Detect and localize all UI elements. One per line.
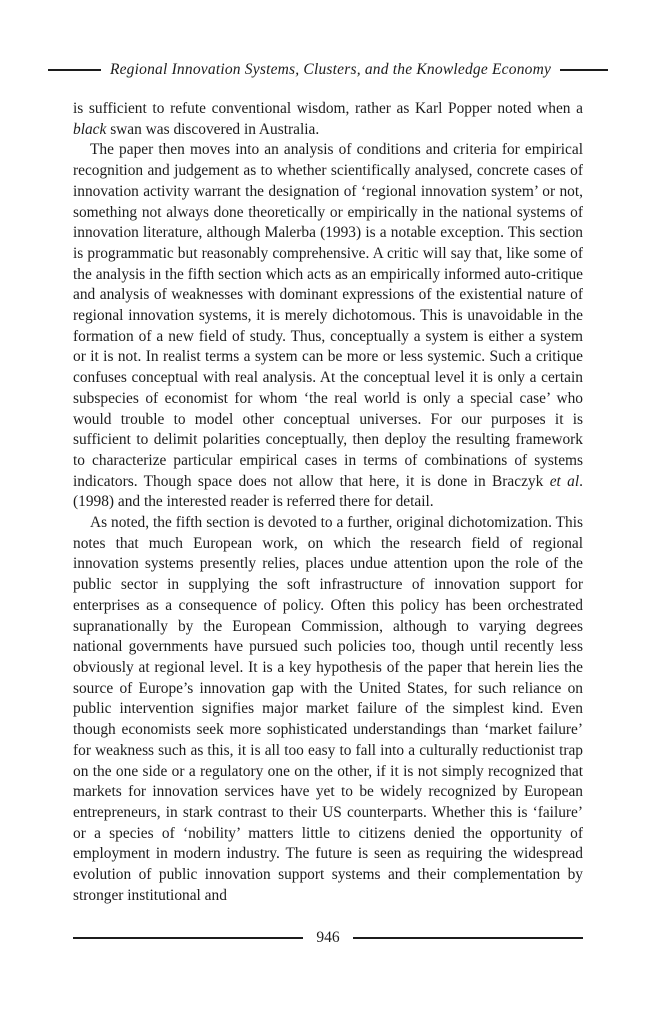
text-segment: . (1998) and the interested reader is referred there for detail. — [73, 472, 584, 511]
page-footer — [73, 929, 583, 947]
paragraph — [73, 140, 583, 513]
running-head — [73, 61, 583, 79]
italic-text-segment: black — [73, 120, 107, 138]
paragraph — [73, 99, 583, 140]
running-head-title: Regional Innovation Systems, Clusters, and the Knowledge Economy — [109, 61, 552, 78]
footer-rule-left — [73, 937, 303, 939]
text-segment: The paper then moves into an analysis of conditions and criteria for empirical recognition and judgement as to whether scientifically analysed, concrete cases of innovation activity warrant the designation of ‘regional innovation system’ or not, something not always done theoretically or empirically in the national systems of innovation literature, although Malerba (1993) is a notable exception. This section is programmatic but reasonably comprehensive. A critic will say that, like some of the analysis in the fifth section which acts as an empirically informed auto-critique and analysis of weaknesses with dominant expressions of the existential nature of regional innovation systems, it is merely dichotomous. This is unavoidable in the formation of a new field of study. Thus, conceptually a system is either a system or it is not. In realist terms a system can be more or less systemic. Such a critique confuses conceptual with real analysis. At the conceptual level it is only a certain subspecies of economist for whom ‘the real world is only a special case’ who would trouble to model other conceptual universes. For our purposes it is sufficient to delimit polarities conceptually, then deploy the resulting framework to characterize particular empirical cases in terms of combinations of systems indicators. Though space does not allow that here, it is done in Braczyk — [73, 141, 583, 490]
header-rule-left — [48, 69, 101, 71]
footer-rule-right — [353, 937, 583, 939]
text-segment: swan was discovered in Australia. — [106, 120, 320, 138]
paragraph — [73, 513, 583, 906]
text-segment: is sufficient to refute conventional wisdom, rather as Karl Popper noted when a — [73, 100, 583, 117]
header-rule-right — [560, 69, 608, 71]
page-body — [73, 99, 583, 906]
text-segment: As noted, the fifth section is devoted to a further, original dichotomization. This notes that much European work, on which the research field of regional innovation systems presently relies, places undue attention upon the role of the public sector in supplying the soft infrastructure of innovation support for enterprises as a consequence of policy. Often this policy has been orchestrated supranationally by the European Commission, although to varying degrees national governments have pursued such policies too, though until recently less obviously at regional level. It is a key hypothesis of the paper that herein lies the source of Europe’s innovation gap with the United States, for such reliance on public intervention signifies major market failure of the simplest kind. Even though economists seek more sophisticated understandings than ‘market failure’ for weakness such as this, it is all too easy to fall into a culturally reductionist trap on the one side or a regulatory one on the other, if it is not simply recognized that markets for innovation services have yet to be widely recognized by European entrepreneurs, in stark contrast to their US counterparts. Whether this is ‘failure’ or a species of ‘nobility’ matters little to citizens denied the opportunity of employment in modern industry. The future is seen as requiring the widespread evolution of public innovation support systems and their complementation by stronger institutional and — [73, 514, 583, 904]
page-number: 946 — [316, 929, 340, 946]
italic-text-segment: et al — [549, 472, 580, 490]
